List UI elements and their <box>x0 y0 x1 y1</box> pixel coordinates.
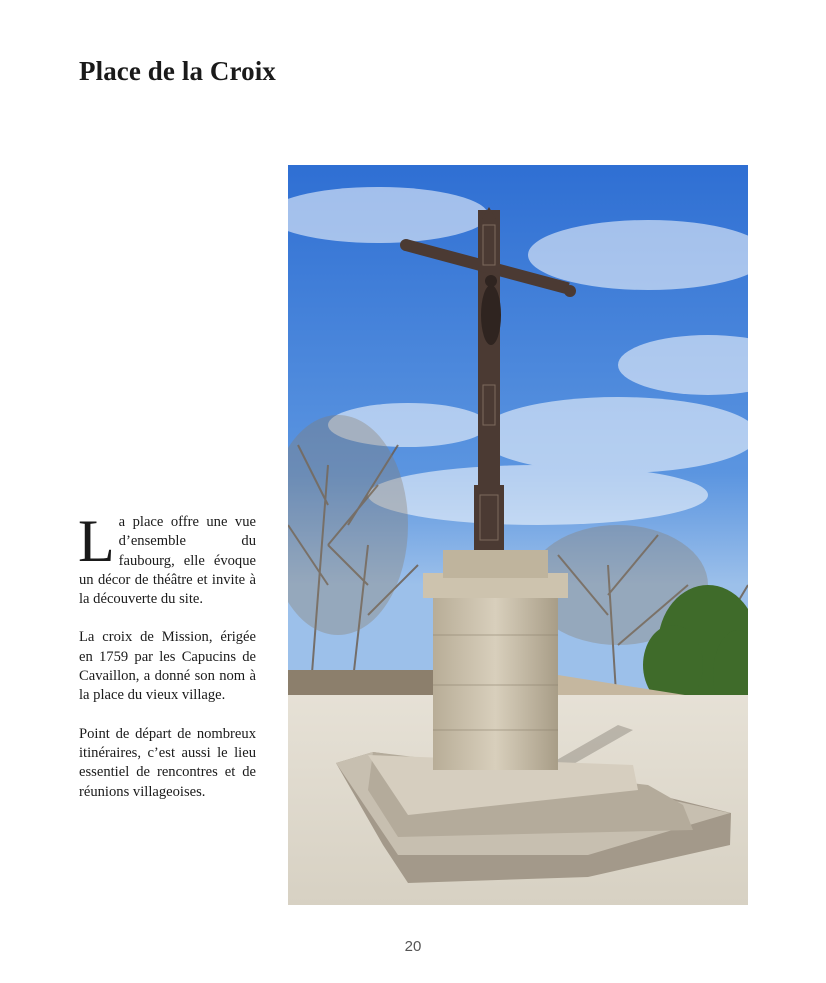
page-number: 20 <box>404 938 422 955</box>
paragraph-1 <box>78 508 256 609</box>
paragraph-2: La croix de Mission, érigée en 1759 par les Capucins de Cavaillon, a donné son nom à la place du vieux village. <box>79 629 256 704</box>
paragraph-3: Point de départ de nombreux itinéraires, c’est aussi le lieu essentiel de rencontres et de réunions villageoises. <box>79 725 256 800</box>
drop-cap: L <box>78 508 115 574</box>
page-title: Place de la Croix <box>79 56 276 86</box>
cross-photo <box>288 165 748 905</box>
body-text <box>78 508 256 821</box>
paragraph-1-text: a place offre une vue d’ensemble du faubourg, elle évoque un décor de théâtre et invite à la découverte du site. <box>79 514 256 608</box>
